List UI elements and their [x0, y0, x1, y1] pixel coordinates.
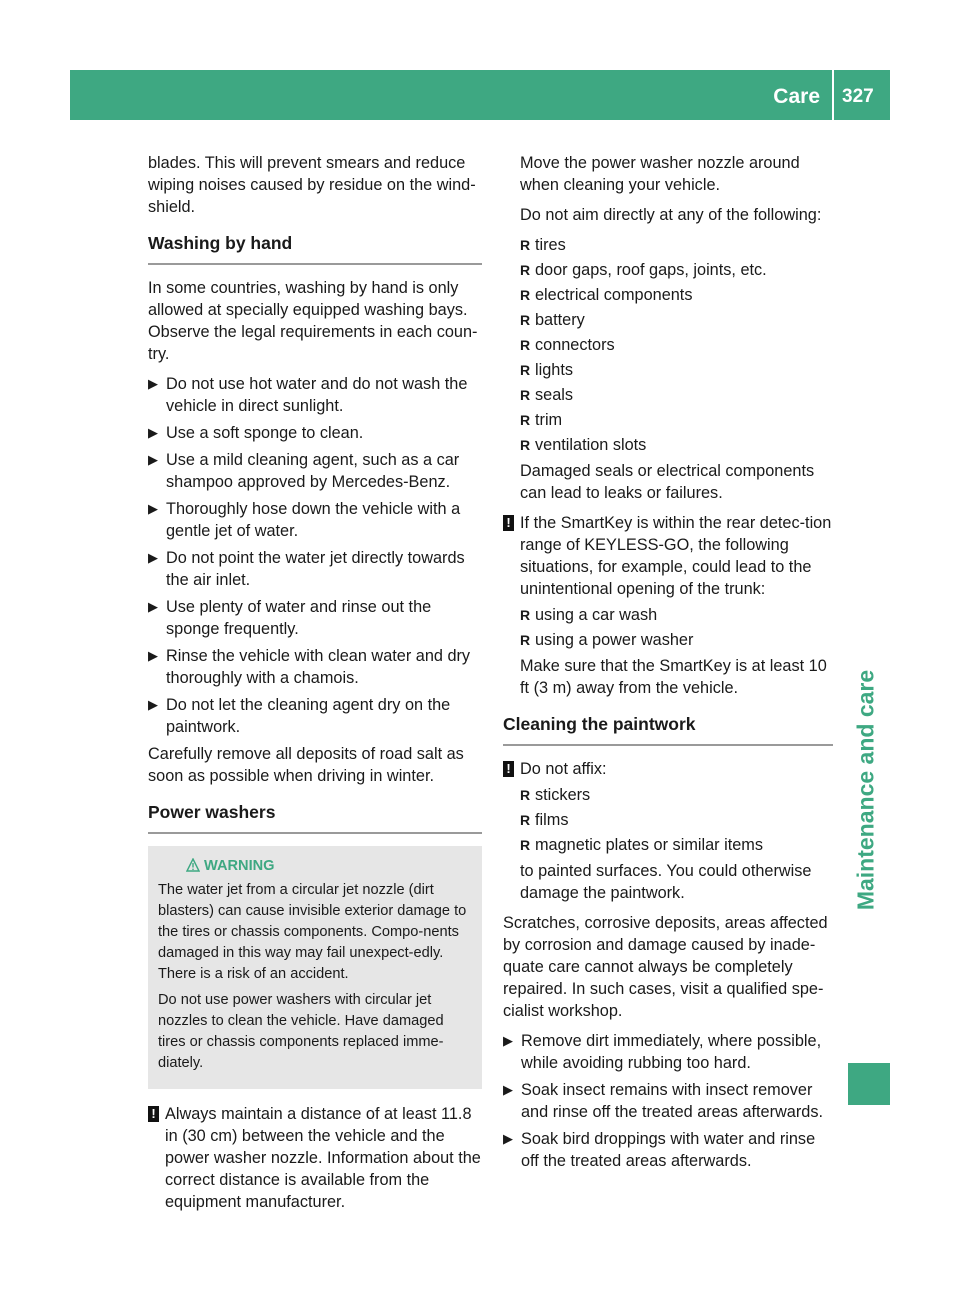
side-tab-label: Maintenance and care: [852, 669, 879, 911]
list-item: [520, 334, 833, 356]
step-text: Do not use hot water and do not wash the vehicle in direct sunlight.: [166, 375, 468, 415]
step-text: Do not let the cleaning agent dry on the paintwork.: [166, 696, 451, 736]
bullet-icon: R: [520, 412, 531, 428]
arrow-icon: ▶: [503, 1082, 513, 1097]
bullet-icon: R: [520, 837, 531, 853]
list-item-text: lights: [535, 361, 574, 379]
side-tab-marker: [848, 1063, 890, 1105]
do-not-aim-paragraph: Do not aim directly at any of the following:: [520, 206, 822, 224]
list-item: [520, 834, 833, 856]
list-item: [520, 409, 833, 431]
step-text: Do not point the water jet directly towards the air inlet.: [166, 549, 465, 589]
list-item-text: connectors: [535, 336, 615, 354]
affix-details: [503, 784, 833, 904]
list-item: [520, 359, 833, 381]
smartkey-distance-paragraph: Make sure that the SmartKey is at least 10 ft (3 m) away from the vehicle.: [520, 657, 827, 697]
list-item-text: battery: [535, 311, 585, 329]
list-item-text: electrical components: [535, 286, 693, 304]
damaged-seals-paragraph: Damaged seals or electrical components can lead to leaks or failures.: [520, 462, 815, 502]
list-item: [520, 309, 833, 331]
step-text: Soak insect remains with insect remover and rinse off the treated areas afterwards.: [521, 1081, 823, 1121]
affix-notice: [503, 758, 833, 780]
warning-text: The water jet from a circular jet nozzle (dirt blasters) can cause invisible exterior damage to the tires or chassis components. Compo-nents damaged in this way may fail unexpect-edly. There is a risk of an accident.: [158, 882, 467, 982]
bullet-icon: R: [520, 237, 531, 253]
smartkey-notice: [503, 512, 833, 600]
side-tab: [846, 660, 886, 920]
instruction-step: [148, 645, 482, 689]
affix-tail-paragraph: to painted surfaces. You could otherwise damage the paintwork.: [520, 862, 812, 902]
warning-instruction: Do not use power washers with circular jet nozzles to clean the vehicle. Have damaged tires or chassis components replaced imme-diately.: [158, 992, 444, 1071]
move-nozzle-text: [503, 152, 833, 504]
bullet-icon: R: [520, 287, 531, 303]
power-washers-heading: Power washers: [148, 801, 482, 834]
list-item-text: using a car wash: [535, 606, 658, 624]
warning-triangle-icon: [186, 858, 200, 872]
affix-list: [520, 784, 833, 856]
bullet-icon: R: [520, 787, 531, 803]
instruction-step: [503, 1128, 833, 1172]
instruction-step: [503, 1079, 833, 1123]
list-item-text: magnetic plates or similar items: [535, 836, 764, 854]
list-item-text: seals: [535, 386, 574, 404]
list-item: [520, 629, 833, 651]
aim-list: [520, 234, 833, 456]
bullet-icon: R: [520, 437, 531, 453]
arrow-icon: ▶: [148, 599, 158, 614]
exclamation-icon: !: [148, 1106, 159, 1122]
page-number: 327: [842, 86, 874, 107]
arrow-icon: ▶: [503, 1033, 513, 1048]
cleaning-paintwork-heading: Cleaning the paintwork: [503, 713, 833, 746]
step-text: Use a mild cleaning agent, such as a car shampoo approved by Mercedes-Benz.: [166, 451, 460, 491]
notice-text: Always maintain a distance of at least 11.8 in (30 cm) between the vehicle and the power washer nozzle. Information about the correct distance is available from the equipment manufacturer.: [165, 1105, 481, 1211]
arrow-icon: ▶: [148, 697, 158, 712]
exclamation-icon: !: [503, 761, 514, 777]
arrow-icon: ▶: [148, 501, 158, 516]
instruction-step: [148, 694, 482, 738]
warning-title: [158, 856, 474, 877]
list-item: [520, 384, 833, 406]
list-item: [520, 259, 833, 281]
bullet-icon: R: [520, 812, 531, 828]
road-salt-note: Carefully remove all deposits of road salt as soon as possible when driving in winter.: [148, 745, 464, 785]
list-item-text: films: [535, 811, 569, 829]
list-item-text: ventilation slots: [535, 436, 647, 454]
bullet-icon: R: [520, 362, 531, 378]
bullet-icon: R: [520, 337, 531, 353]
arrow-icon: ▶: [503, 1131, 513, 1146]
bullet-icon: R: [520, 607, 531, 623]
list-item-text: stickers: [535, 786, 591, 804]
list-item: [520, 784, 833, 806]
arrow-icon: ▶: [148, 425, 158, 440]
bullet-icon: R: [520, 312, 531, 328]
list-item-text: door gaps, roof gaps, joints, etc.: [535, 261, 767, 279]
bullet-icon: R: [520, 387, 531, 403]
instruction-step: [148, 547, 482, 591]
instruction-step: [148, 498, 482, 542]
list-item-text: trim: [535, 411, 563, 429]
step-text: Use plenty of water and rinse out the sponge frequently.: [166, 598, 432, 638]
instruction-step: [148, 422, 482, 444]
arrow-icon: ▶: [148, 550, 158, 565]
left-column: [148, 152, 482, 1217]
smartkey-details: [503, 604, 833, 699]
move-nozzle-paragraph: Move the power washer nozzle around when cleaning your vehicle.: [520, 154, 800, 194]
right-column: [503, 152, 833, 1177]
instruction-step: [503, 1030, 833, 1074]
bullet-icon: R: [520, 632, 531, 648]
notice-text: If the SmartKey is within the rear detec-tion range of KEYLESS-GO, the following situations, for example, could lead to the unintentional opening of the trunk:: [520, 514, 832, 598]
step-text: Thoroughly hose down the vehicle with a gentle jet of water.: [166, 500, 461, 540]
washing-intro: In some countries, washing by hand is only allowed at specially equipped washing bays. Observe the legal requirements in each coun-try.: [148, 279, 478, 363]
step-text: Rinse the vehicle with clean water and dry thoroughly with a chamois.: [166, 647, 471, 687]
instruction-step: [148, 449, 482, 493]
list-item-text: using a power washer: [535, 631, 694, 649]
list-item: [520, 234, 833, 256]
washing-by-hand-heading: Washing by hand: [148, 232, 482, 265]
header-divider: [832, 70, 834, 120]
distance-notice: [148, 1103, 482, 1213]
step-text: Use a soft sponge to clean.: [166, 424, 364, 442]
list-item: [520, 434, 833, 456]
step-text: Remove dirt immediately, where possible, while avoiding rubbing too hard.: [521, 1032, 822, 1072]
scratches-paragraph: Scratches, corrosive deposits, areas affected by corrosion and damage caused by inade-quate care cannot always be completely repaired. In such cases, visit a qualified spe-cialist workshop.: [503, 914, 828, 1020]
smartkey-list: [520, 604, 833, 651]
intro-paragraph: blades. This will prevent smears and reduce wiping noises caused by residue on the wind-shield.: [148, 154, 476, 216]
arrow-icon: ▶: [148, 376, 158, 391]
list-item: [520, 809, 833, 831]
warning-title-text: WARNING: [204, 858, 275, 874]
notice-text: Do not affix:: [520, 760, 607, 778]
instruction-step: [148, 596, 482, 640]
list-item-text: tires: [535, 236, 566, 254]
arrow-icon: ▶: [148, 452, 158, 467]
warning-box: [148, 846, 482, 1089]
step-text: Soak bird droppings with water and rinse off the treated areas afterwards.: [521, 1130, 816, 1170]
list-item: [520, 284, 833, 306]
header-section-title: Care: [773, 85, 820, 108]
exclamation-icon: !: [503, 515, 514, 531]
list-item: [520, 604, 833, 626]
arrow-icon: ▶: [148, 648, 158, 663]
instruction-step: [148, 373, 482, 417]
bullet-icon: R: [520, 262, 531, 278]
